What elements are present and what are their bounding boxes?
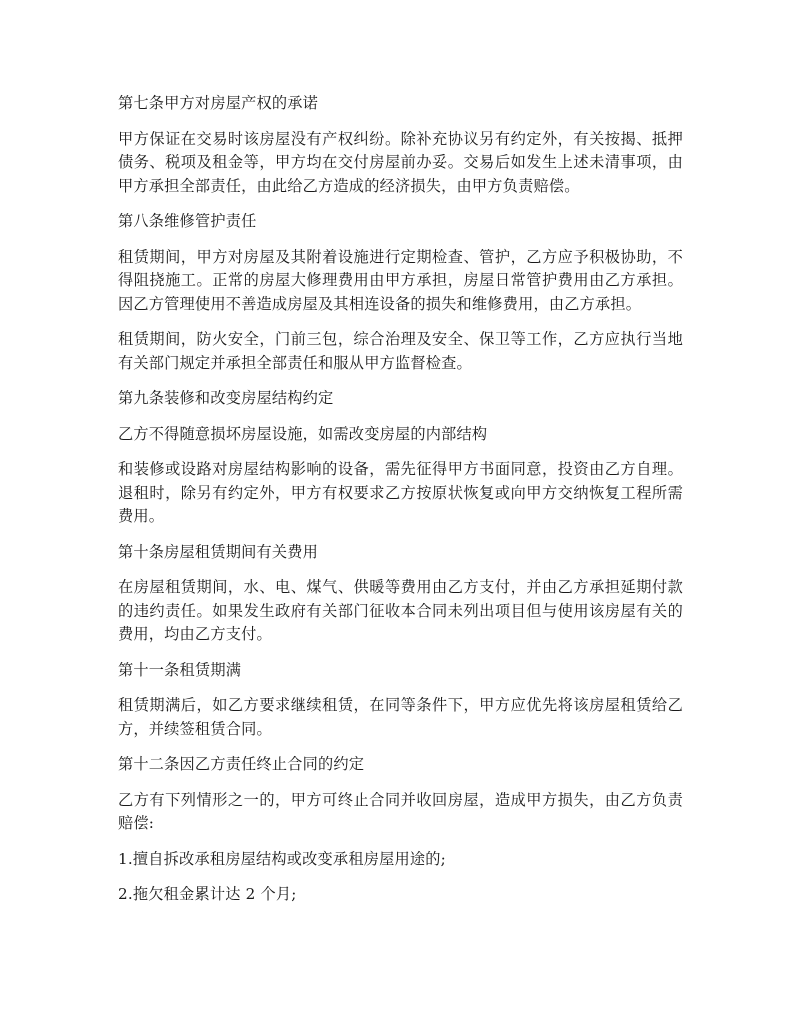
article-12-body: 乙方有下列情形之一的，甲方可终止合同并收回房屋，造成甲方损失，由乙方负责赔偿: [118,790,683,832]
article-10-body: 在房屋租赁期间，水、电、煤气、供暖等费用由乙方支付，并由乙方承担延期付款的违约责任。如果发生政府有关部门征收本合同未列出项目但与使用该房屋有关的费用，均由乙方支付。 [118,578,683,643]
article-12-item-2: 2.拖欠租金累计达 2 个月; [118,885,297,903]
article-11-heading: 第十一条租赁期满 [118,660,242,679]
article-9-body-1: 乙方不得随意损坏房屋设施，如需改变房屋的内部结构 [118,424,488,443]
article-11-body: 租赁期满后，如乙方要求继续租赁，在同等条件下，甲方应优先将该房屋租赁给乙方，并续签租赁合同。 [118,696,683,738]
article-9-body-2: 和装修或设路对房屋结构影响的设备，需先征得甲方书面同意，投资由乙方自理。退租时，除另有约定外，甲方有权要求乙方按原状恢复或向甲方交纳恢复工程所需费用。 [118,460,683,525]
article-8-body-1: 租赁期间，甲方对房屋及其附着设施进行定期检查、管护，乙方应予积极协助，不得阻挠施工。正常的房屋大修理费用由甲方承担，房屋日常管护费用由乙方承担。因乙方管理使用不善造成房屋及其相连设备的损失和维修费用，由乙方承担。 [118,247,683,313]
article-9-heading: 第九条装修和改变房屋结构约定 [118,389,334,407]
article-8-heading: 第八条维修管护责任 [118,212,257,230]
article-10-heading: 第十条房屋租赁期间有关费用 [118,542,319,561]
article-7-heading: 第七条甲方对房屋产权的承诺 [118,94,319,112]
article-12-item-1: 1.擅自拆改承租房屋结构或改变承租房屋用途的; [118,849,446,868]
article-12-heading: 第十二条因乙方责任终止合同的约定 [118,755,365,773]
article-7-body: 甲方保证在交易时该房屋没有产权纠纷。除补充协议另有约定外，有关按揭、抵押债务、税项及租金等，甲方均在交付房屋前办妥。交易后如发生上述未清事项，由甲方承担全部责任，由此给乙方造成的经济损失，由甲方负责赔偿。 [118,129,683,195]
document-page [118,92,683,919]
article-8-body-2: 租赁期间，防火安全，门前三包，综合治理及安全、保卫等工作，乙方应执行当地有关部门规定并承担全部责任和服从甲方监督检查。 [118,330,683,372]
